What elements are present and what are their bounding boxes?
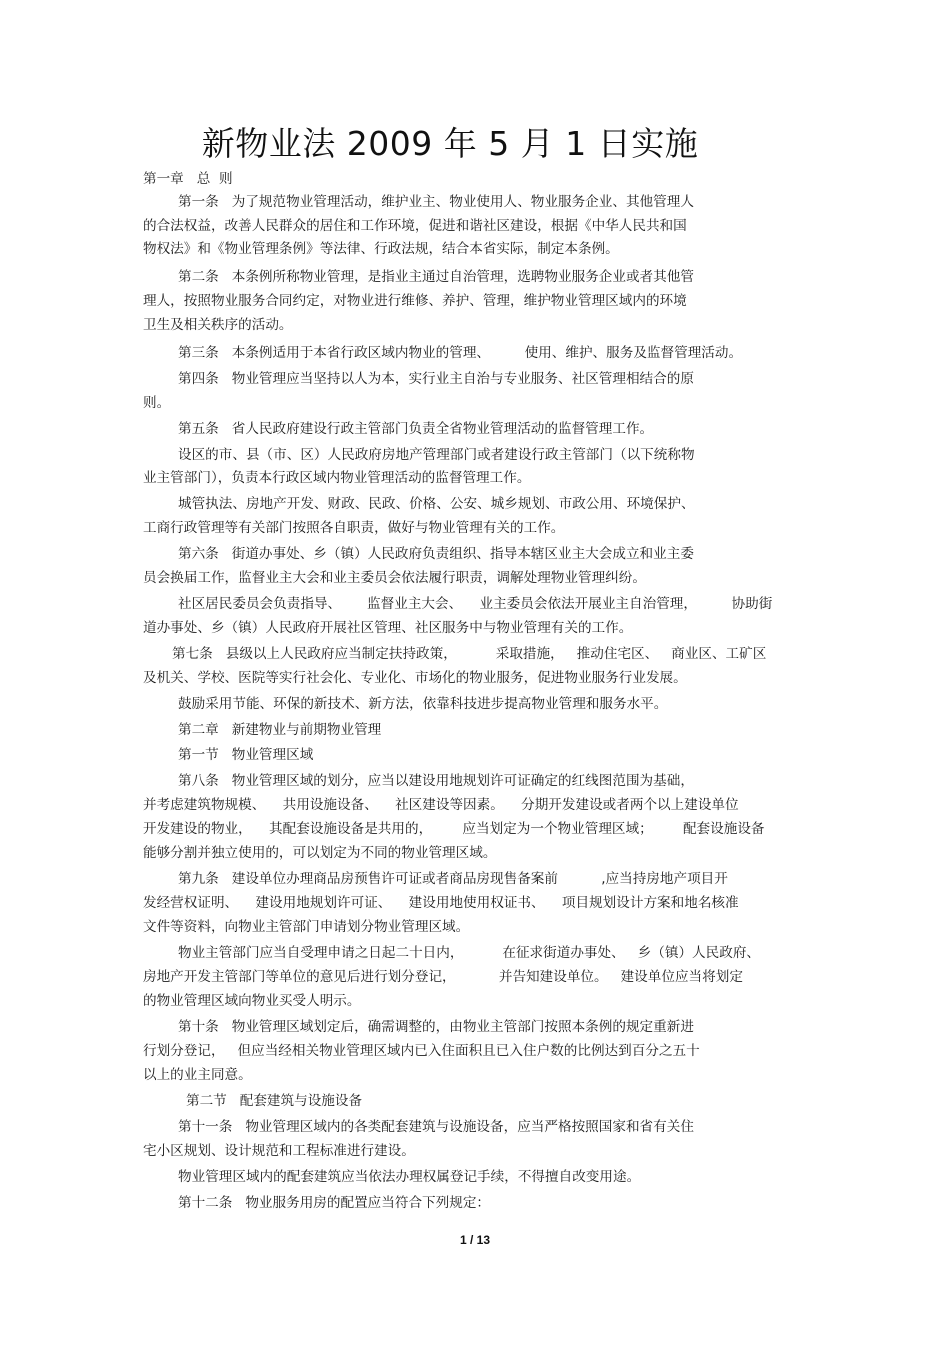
text-line: 能够分割并独立使用的，可以划定为不同的物业管理区域。 <box>143 845 497 861</box>
page-number: 1 / 13 <box>459 1233 491 1247</box>
text-line: 员会换届工作，监督业主大会和业主委员会依法履行职责，调解处理物业管理纠纷。 <box>143 570 646 586</box>
text-line: 社区居民委员会负责指导、 监督业主大会、 业主委员会依法开展业主自治管理， 协助街 <box>178 596 773 612</box>
text-line: 第四条 物业管理应当坚持以人为本，实行业主自治与专业服务、社区管理相结合的原 <box>178 371 694 387</box>
text-line: 第六条 街道办事处、乡（镇）人民政府负责组织、指导本辖区业主大会成立和业主委 <box>178 546 694 562</box>
text-line: 第三条 本条例适用于本省行政区域内物业的管理、 使用、维护、服务及监督管理活动。 <box>178 345 743 361</box>
text-line: 第二章 新建物业与前期物业管理 <box>178 722 382 738</box>
text-line: 理人，按照物业服务合同约定，对物业进行维修、养护、管理，维护物业管理区域内的环境 <box>143 293 687 309</box>
text-line: 以上的业主同意。 <box>143 1067 252 1083</box>
text-line: 宅小区规划、设计规范和工程标准进行建设。 <box>143 1143 415 1159</box>
text-line: 的物业管理区域向物业买受人明示。 <box>143 993 361 1009</box>
text-line: 卫生及相关秩序的活动。 <box>143 317 293 333</box>
text-line: 并考虑建筑物规模、 共用设施设备、 社区建设等因素。 分期开发建设或者两个以上建设单位 <box>143 797 739 813</box>
text-line: 第十一条 物业管理区域内的各类配套建筑与设施设备，应当严格按照国家和省有关住 <box>178 1119 694 1135</box>
text-line: 第五条 省人民政府建设行政主管部门负责全省物业管理活动的监督管理工作。 <box>178 421 654 437</box>
text-line: 的合法权益，改善人民群众的居住和工作环境，促进和谐社区建设，根据《中华人民共和国 <box>143 218 687 234</box>
text-line: 第一条 为了规范物业管理活动，维护业主、物业使用人、物业服务企业、其他管理人 <box>178 194 694 210</box>
text-line: 发经营权证明、 建设用地规划许可证、 建设用地使用权证书、 项目规划设计方案和地名核准 <box>143 895 739 911</box>
text-line: 设区的市、县（市、区）人民政府房地产管理部门或者建设行政主管部门（以下统称物 <box>178 447 695 463</box>
text-line: 开发建设的物业， 其配套设施设备是共用的， 应当划定为一个物业管理区域； 配套设施设备 <box>143 821 765 837</box>
text-line: 行划分登记， 但应当经相关物业管理区域内已入住面积且已入住户数的比例达到百分之五十 <box>143 1043 700 1059</box>
text-line: 物权法》和《物业管理条例》等法律、行政法规，结合本省实际，制定本条例。 <box>143 241 619 257</box>
text-line: 第十二条 物业服务用房的配置应当符合下列规定： <box>178 1195 491 1211</box>
text-line: 鼓励采用节能、环保的新技术、新方法，依靠科技进步提高物业管理和服务水平。 <box>178 696 668 712</box>
text-line: 及机关、学校、医院等实行社会化、专业化、市场化的物业服务，促进物业服务行业发展。 <box>143 670 687 686</box>
text-line: 物业管理区域内的配套建筑应当依法办理权属登记手续，不得擅自改变用途。 <box>178 1169 641 1185</box>
text-line: 第八条 物业管理区域的划分，应当以建设用地规划许可证确定的红线图范围为基础， <box>178 773 694 789</box>
text-line: 第二节 配套建筑与设施设备 <box>186 1093 363 1109</box>
text-line: 道办事处、乡（镇）人民政府开展社区管理、社区服务中与物业管理有关的工作。 <box>143 620 633 636</box>
text-line: 第一章 总 则 <box>143 171 233 187</box>
text-line: 工商行政管理等有关部门按照各自职责，做好与物业管理有关的工作。 <box>143 520 565 536</box>
text-line: 第十条 物业管理区域划定后，确需调整的，由物业主管部门按照本条例的规定重新进 <box>178 1019 694 1035</box>
text-line: 第七条 县级以上人民政府应当制定扶持政策， 采取措施， 推动住宅区、 商业区、工矿区 <box>172 646 767 662</box>
text-line: 则。 <box>143 395 171 411</box>
text-line: 文件等资料，向物业主管部门申请划分物业管理区域。 <box>143 919 470 935</box>
text-line: 第九条 建设单位办理商品房预售许可证或者商品房现售备案前 ,应当持房地产项目开 <box>178 871 728 887</box>
text-line: 第二条 本条例所称物业管理，是指业主通过自治管理，选聘物业服务企业或者其他管 <box>178 269 694 285</box>
text-line: 物业主管部门应当自受理申请之日起二十日内， 在征求街道办事处、 乡（镇）人民政府、 <box>178 945 761 961</box>
text-line: 房地产开发主管部门等单位的意见后进行划分登记， 并告知建设单位。 建设单位应当将划定 <box>143 969 743 985</box>
text-line: 城管执法、房地产开发、财政、民政、价格、公安、城乡规划、市政公用、环境保护、 <box>178 496 695 512</box>
text-line: 业主管部门），负责本行政区域内物业管理活动的监督管理工作。 <box>143 470 531 486</box>
document-title: 新物业法 2009 年 5 月 1 日实施 <box>201 124 699 163</box>
text-line: 第一节 物业管理区域 <box>178 747 314 763</box>
